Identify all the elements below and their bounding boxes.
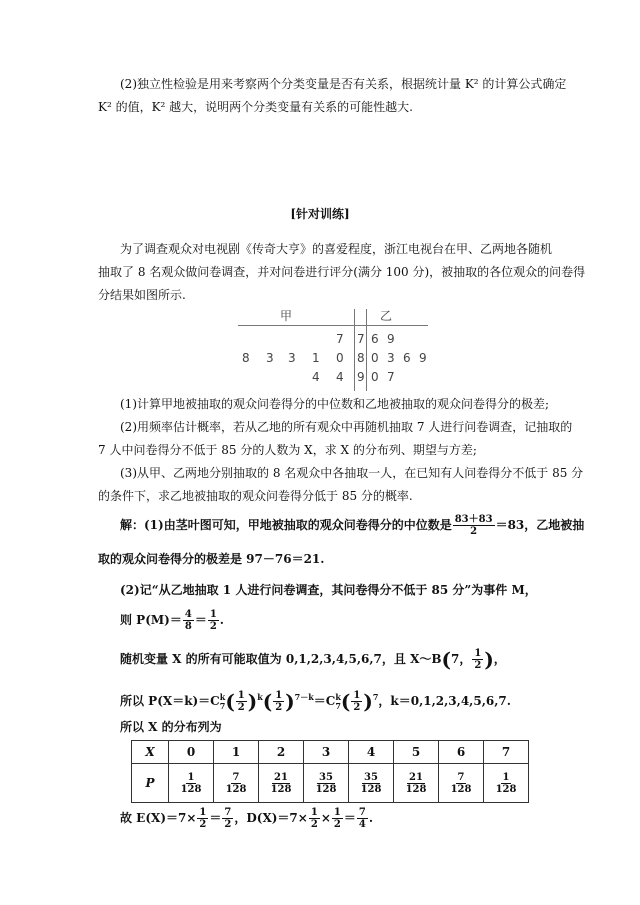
expectation-text: 故 E(X)＝7× <box>120 811 197 825</box>
prob-denominator: 128 <box>450 783 472 795</box>
pmf-exp-2: 7－k <box>294 692 314 702</box>
pmf-text: 所以 P(X＝k)＝C <box>120 694 220 708</box>
question-1: (1)计算甲地被抽取的观众问卷得分的中位数和乙地被抽取的观众问卷得分的极差; <box>120 397 550 411</box>
pm-equals: ＝ <box>194 613 207 627</box>
pmf-exp-1: k <box>257 692 263 702</box>
prob-fraction <box>449 772 474 795</box>
prob-numerator: 21 <box>409 771 423 783</box>
table-row-p <box>132 764 529 803</box>
exp-half-numerator: 1 <box>199 807 207 818</box>
prob-fraction <box>179 772 204 795</box>
rv-fraction-numerator: 1 <box>474 648 482 659</box>
stem-leaf-right-leaf: 9 <box>419 351 427 365</box>
stem-leaf-left-leaf: 3 <box>266 351 274 365</box>
table-cell <box>394 764 439 803</box>
stem-leaf-divider-right <box>366 309 367 391</box>
stem-leaf-right-leaf: 6 <box>403 351 411 365</box>
table-cell: 6 <box>439 741 484 764</box>
pmf-half-1-denominator: 2 <box>237 702 245 713</box>
table-cell <box>484 764 529 803</box>
stem-leaf-left-leaf: 4 <box>336 370 344 384</box>
pmf-equals: ＝C <box>313 694 336 708</box>
left-paren: ( <box>262 689 273 714</box>
binomial-sub: 7 <box>219 700 226 711</box>
var-period: . <box>368 811 374 825</box>
stem-leaf-right-header: 乙 <box>380 309 393 323</box>
exp-half <box>197 807 208 830</box>
prob-numerator: 1 <box>187 771 195 783</box>
solution-1-line-2: 取的观众问卷得分的极差是 97－76＝21. <box>98 552 325 566</box>
pmf-exp-3: 7 <box>372 692 379 702</box>
random-variable-line <box>120 645 506 673</box>
binomial-sup: k <box>335 691 341 702</box>
var-half-2-denominator: 2 <box>333 819 341 830</box>
median-fraction-denominator: 2 <box>470 526 478 537</box>
p-label: P <box>145 776 155 790</box>
right-paren: ) <box>285 689 295 714</box>
question-3-line-2: 的条件下，求乙地被抽取的观众问卷得分低于 85 分的概率. <box>98 489 413 503</box>
right-paren: ) <box>247 689 258 714</box>
median-fraction-numerator: 83＋83 <box>454 514 493 525</box>
left-paren: ( <box>441 647 451 672</box>
var-result <box>357 807 368 830</box>
prob-denominator: 128 <box>225 783 247 795</box>
stem-leaf-stem: 7 <box>357 332 365 346</box>
solution-1-text: 解：(1)由茎叶图可知，甲地被抽取的观众问卷得分的中位数是 <box>120 518 452 532</box>
binomial-sup: k <box>219 691 226 702</box>
prob-numerator: 7 <box>232 771 240 783</box>
solution-1-text-tail: ＝83，乙地被抽 <box>495 518 585 532</box>
pm-fraction-2 <box>208 609 219 632</box>
right-paren: ) <box>484 647 494 672</box>
exp-half-denominator: 2 <box>199 819 207 830</box>
pm-fraction-2-denominator: 2 <box>209 621 217 632</box>
pmf-half-2-denominator: 2 <box>275 702 283 713</box>
exp-result-numerator: 7 <box>224 807 232 818</box>
solution-1-line-1 <box>120 510 584 540</box>
problem-line-1: 为了调查观众对电视剧《传奇大亨》的喜爱程度，浙江电视台在甲、乙两地各随机 <box>120 242 553 256</box>
exp-equals: ＝ <box>209 811 222 825</box>
rv-fraction-denominator: 2 <box>474 660 482 671</box>
stem-leaf-right-leaf: 9 <box>387 332 395 346</box>
prob-denominator: 128 <box>270 783 292 795</box>
rv-text: 随机变量 X 的所有可能取值为 0,1,2,3,4,5,6,7，且 X～B <box>120 652 442 666</box>
expectation-variance-line <box>120 804 373 832</box>
x-label: X <box>145 745 155 759</box>
question-2-line-2: 7 人中问卷得分不低于 85 分的人数为 X，求 X 的分布列、期望与方差; <box>98 443 477 457</box>
table-cell: 7 <box>484 741 529 764</box>
table-cell: 2 <box>259 741 304 764</box>
pmf-half-2-numerator: 1 <box>275 690 283 701</box>
pm-fraction-1-denominator: 8 <box>184 621 192 632</box>
table-cell: 0 <box>169 741 214 764</box>
left-paren: ( <box>225 689 235 714</box>
stem-leaf-header-rule <box>238 325 428 326</box>
pmf-half-3 <box>351 690 362 713</box>
intro-line-1: (2)独立性检验是用来考察两个分类变量是否有关系，根据统计量 K² 的计算公式确定 <box>120 77 567 91</box>
prob-fraction <box>494 772 519 795</box>
table-cell <box>169 764 214 803</box>
stem-leaf-divider-left <box>354 309 355 391</box>
exp-result <box>222 807 233 830</box>
prob-fraction <box>359 772 384 795</box>
var-equals: ＝ <box>343 811 356 825</box>
stem-leaf-diagram <box>238 303 428 391</box>
prob-fraction <box>269 772 294 795</box>
rv-comma: ， <box>493 652 506 666</box>
pmf-half-1-numerator: 1 <box>237 690 245 701</box>
distribution-table <box>131 740 529 803</box>
table-row-x <box>132 741 529 764</box>
table-cell <box>259 764 304 803</box>
probability-of-m <box>120 606 224 634</box>
var-result-denominator: 4 <box>358 819 366 830</box>
pmf-half-3-denominator: 2 <box>353 702 361 713</box>
pm-period: . <box>219 613 224 627</box>
table-cell: 3 <box>304 741 349 764</box>
table-cell <box>349 764 394 803</box>
median-fraction <box>453 514 495 537</box>
prob-numerator: 35 <box>364 771 378 783</box>
var-half-1-denominator: 2 <box>310 819 318 830</box>
var-result-numerator: 7 <box>358 807 366 818</box>
pmf-tail: ，k＝0,1,2,3,4,5,6,7. <box>378 694 511 708</box>
var-half-2 <box>332 807 343 830</box>
pmf-formula-line <box>120 683 511 715</box>
distribution-intro: 所以 X 的分布列为 <box>120 720 222 734</box>
prob-denominator: 128 <box>405 783 427 795</box>
prob-numerator: 21 <box>274 771 288 783</box>
left-paren: ( <box>340 689 351 714</box>
pm-fraction-1 <box>183 609 194 632</box>
var-times: × <box>320 811 331 825</box>
pm-fraction-1-numerator: 4 <box>184 609 192 620</box>
rv-fraction <box>472 648 483 671</box>
pmf-half-2 <box>273 690 284 713</box>
stem-leaf-left-leaf: 3 <box>288 351 296 365</box>
prob-fraction <box>224 772 249 795</box>
stem-leaf-left-leaf: 1 <box>312 351 320 365</box>
table-cell: 5 <box>394 741 439 764</box>
question-3-line-1: (3)从甲、乙两地分别抽取的 8 名观众中各抽取一人，在已知有人问卷得分不低于 85 分 <box>120 466 584 480</box>
stem-leaf-stem: 9 <box>357 370 365 384</box>
exp-result-denominator: 2 <box>224 819 232 830</box>
pmf-half-3-numerator: 1 <box>353 690 361 701</box>
stem-leaf-left-header: 甲 <box>280 309 293 323</box>
stem-leaf-left-leaf: 4 <box>312 370 320 384</box>
var-half-1-numerator: 1 <box>310 807 318 818</box>
variance-text: ，D(X)＝7× <box>234 811 308 825</box>
table-header-p <box>132 764 169 803</box>
table-cell <box>214 764 259 803</box>
var-half-2-numerator: 1 <box>333 807 341 818</box>
stem-leaf-right-leaf: 0 <box>371 370 379 384</box>
prob-fraction <box>404 772 429 795</box>
problem-line-3: 分结果如图所示. <box>98 288 186 302</box>
problem-line-2: 抽取了 8 名观众做问卷调查，并对问卷进行评分(满分 100 分)，被抽取的各位观众的问卷得 <box>98 265 586 279</box>
table-cell: 4 <box>349 741 394 764</box>
prob-numerator: 7 <box>457 771 465 783</box>
question-2-line-1: (2)用频率估计概率，若从乙地的所有观众中再随机抽取 7 人进行问卷调查，记抽取的 <box>120 420 573 434</box>
stem-leaf-right-leaf: 7 <box>387 370 395 384</box>
table-cell <box>304 764 349 803</box>
prob-denominator: 128 <box>360 783 382 795</box>
pmf-half-1 <box>236 690 247 713</box>
section-title: [针对训练] <box>290 207 350 221</box>
intro-line-2: K² 的值，K² 越大，说明两个分类变量有关系的可能性越大. <box>98 100 413 114</box>
right-paren: ) <box>363 689 373 714</box>
table-header-x <box>132 741 169 764</box>
solution-2-line-1: (2)记“从乙地抽取 1 人进行问卷调查，其问卷得分不低于 85 分”为事件 M， <box>120 583 537 597</box>
prob-denominator: 128 <box>495 783 517 795</box>
prob-fraction <box>314 772 339 795</box>
prob-denominator: 128 <box>180 783 202 795</box>
table-cell: 1 <box>214 741 259 764</box>
stem-leaf-right-leaf: 3 <box>387 351 395 365</box>
stem-leaf-right-leaf: 0 <box>371 351 379 365</box>
var-half-1 <box>309 807 320 830</box>
prob-denominator: 128 <box>315 783 337 795</box>
pm-label: 则 P(M)＝ <box>120 613 182 627</box>
stem-leaf-right-leaf: 6 <box>371 332 379 346</box>
stem-leaf-stem: 8 <box>357 351 365 365</box>
rv-args: 7， <box>451 652 472 666</box>
table-cell <box>439 764 484 803</box>
stem-leaf-left-leaf: 7 <box>336 332 344 346</box>
stem-leaf-left-leaf: 8 <box>242 351 250 365</box>
prob-numerator: 1 <box>502 771 510 783</box>
binomial-sub: 7 <box>335 700 341 711</box>
pm-fraction-2-numerator: 1 <box>209 609 217 620</box>
prob-numerator: 35 <box>319 771 333 783</box>
stem-leaf-left-leaf: 0 <box>336 351 344 365</box>
